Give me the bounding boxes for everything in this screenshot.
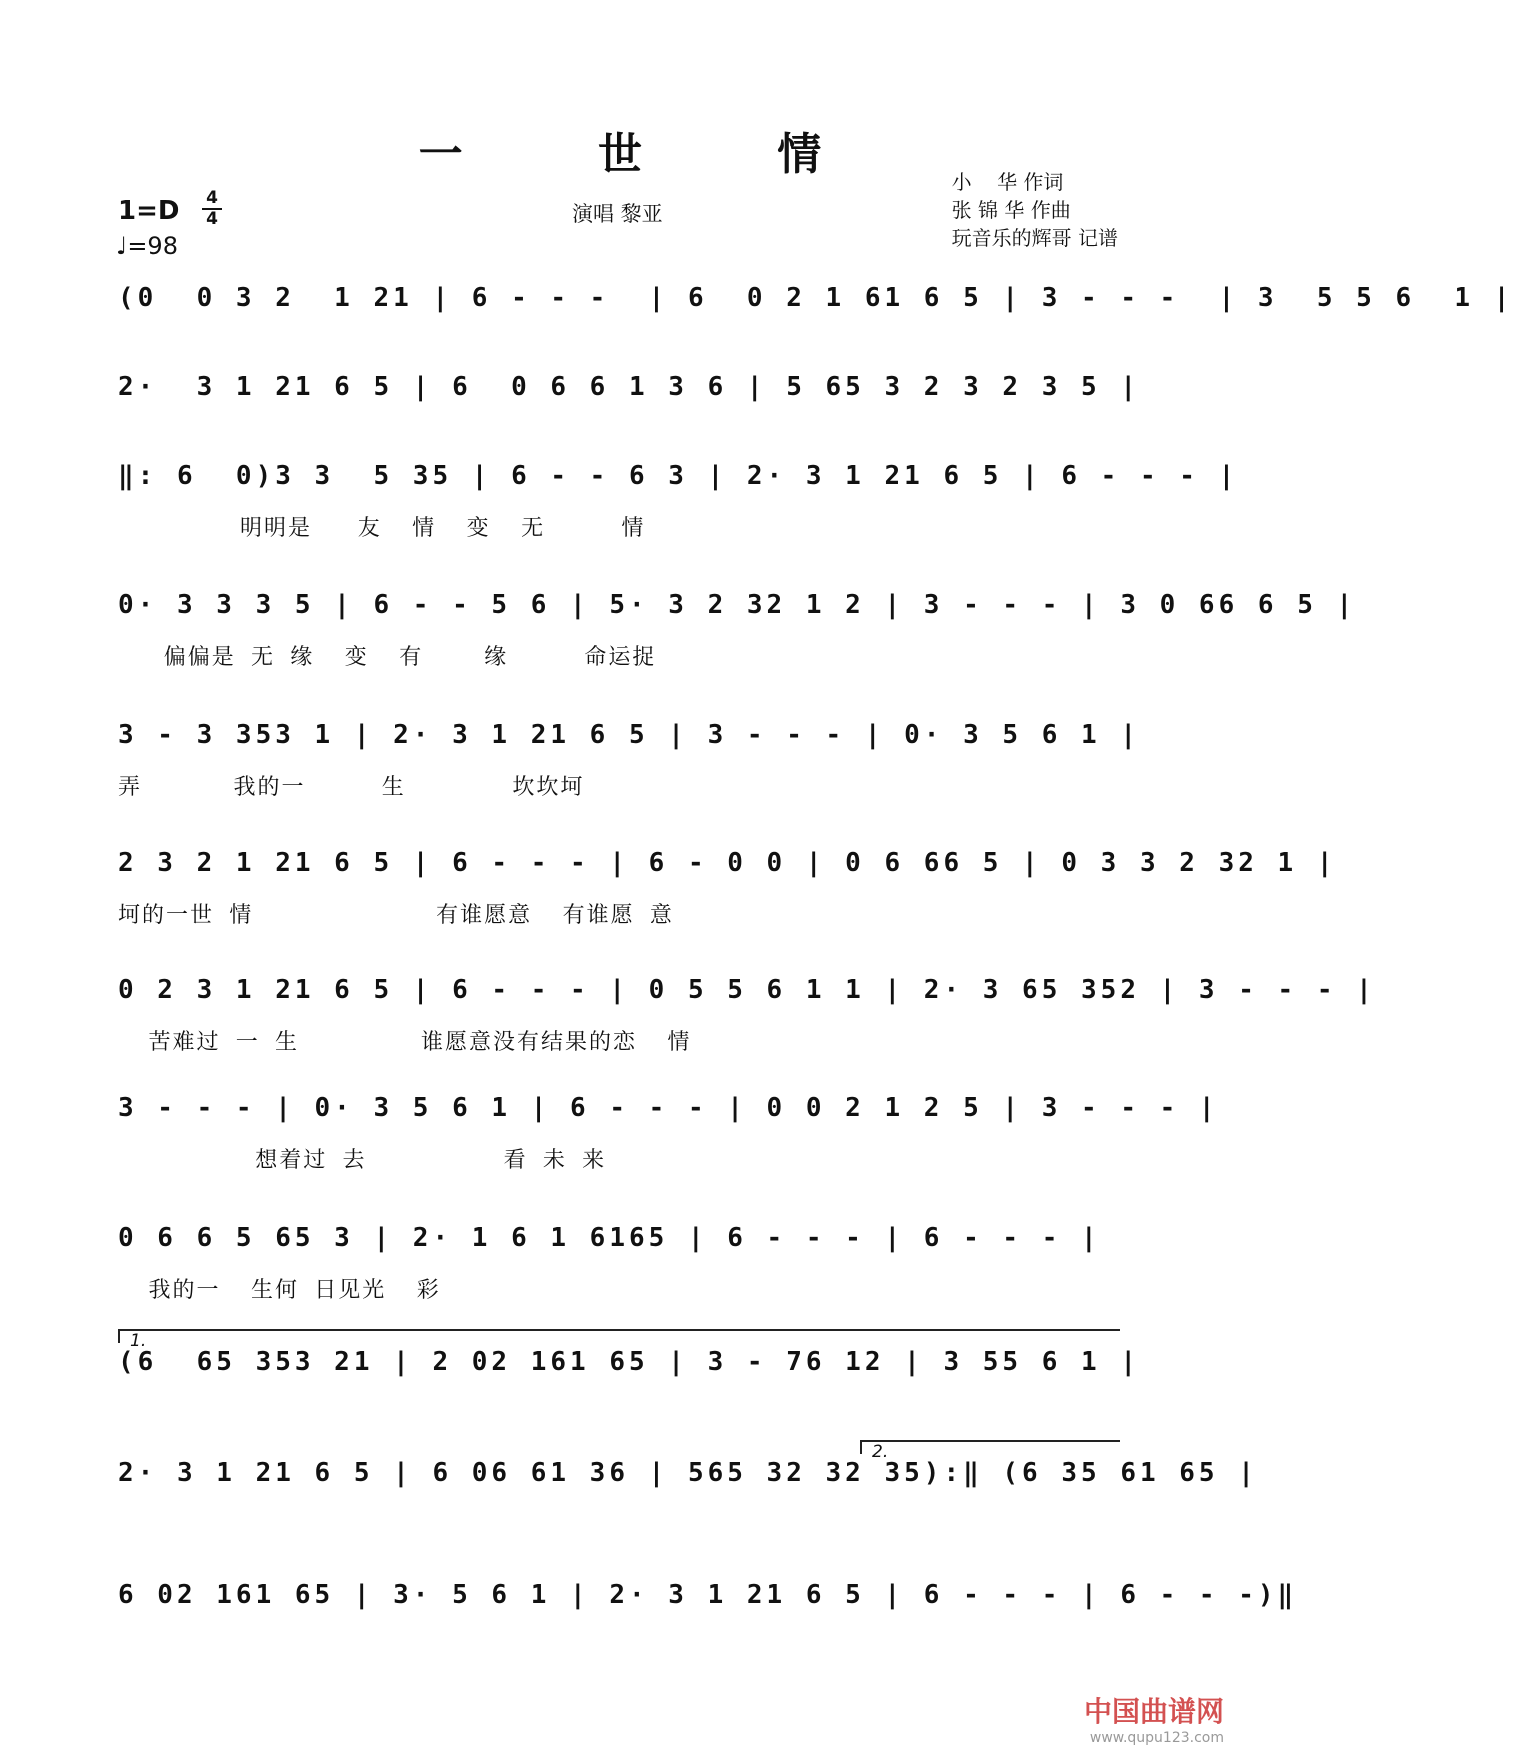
lyric-line: 我的一 生何 日见光 彩 [118, 1278, 441, 1303]
watermark-url: www.qupu123.com [1089, 1730, 1224, 1746]
time-signature-bottom: 4 [206, 209, 218, 229]
volta-bracket [118, 1329, 1120, 1331]
notation-line: 0 2 3 1 21 6 5 | 6 - - - | 0 5 5 6 1 1 | 2· 3 65 352 | 3 - - - | [118, 975, 1376, 1005]
volta-bracket-tick [118, 1329, 120, 1343]
notation-line: (6 65 353 21 | 2 02 161 65 | 3 - 76 12 | 3 55 6 1 | [118, 1347, 1140, 1377]
time-signature-top: 4 [206, 188, 218, 208]
transcriber-credit: 玩音乐的辉哥 记谱 [951, 226, 1118, 250]
page-title: 一 世 情 [418, 129, 882, 180]
notation-line: 0 6 6 5 65 3 | 2· 1 6 1 6165 | 6 - - - | 6 - - - | [118, 1223, 1101, 1253]
tempo-marking: ♩=98 [116, 232, 178, 260]
lyric-line: 弄 我的一 生 坎坎坷 [118, 775, 585, 800]
lyricist-credit: 小 华 作词 [951, 170, 1064, 194]
time-signature [202, 190, 222, 228]
watermark-brand: 中国曲谱网 [1083, 1695, 1224, 1728]
watermark-logo [1084, 1690, 1224, 1746]
key-signature: 1=D [118, 196, 180, 226]
volta-label: 2. [872, 1442, 889, 1462]
composer-credit: 张 锦 华 作曲 [951, 198, 1071, 222]
notation-line: 2 3 2 1 21 6 5 | 6 - - - | 6 - 0 0 | 0 6 66 5 | 0 3 3 2 32 1 | [118, 848, 1337, 878]
lyric-line: 坷的一世 情 有谁愿意 有谁愿 意 [118, 903, 674, 928]
notation-line: (0 0 3 2 1 21 | 6 - - - | 6 0 2 1 61 6 5 | 3 - - - | 3 5 5 6 1 | [118, 283, 1513, 313]
lyric-line: 偏偏是 无 缘 变 有 缘 命运捉 [118, 645, 657, 670]
notation-line: ‖: 6 0)3 3 5 35 | 6 - - 6 3 | 2· 3 1 21 6 5 | 6 - - - | [118, 461, 1239, 491]
notation-line: 0· 3 3 3 5 | 6 - - 5 6 | 5· 3 2 32 1 2 | 3 - - - | 3 0 66 6 5 | [118, 590, 1357, 620]
lyric-line: 想着过 去 看 未 来 [118, 1148, 607, 1173]
lyric-line: 苦难过 一 生 谁愿意没有结果的恋 情 [118, 1030, 692, 1055]
notation-line: 2· 3 1 21 6 5 | 6 06 61 36 | 565 32 32 35):‖ (6 35 61 65 | [118, 1458, 1258, 1488]
notation-line: 6 02 161 65 | 3· 5 6 1 | 2· 3 1 21 6 5 | 6 - - - | 6 - - -)‖ [118, 1580, 1298, 1610]
lyric-line: 明明是 友 情 变 无 情 [118, 516, 646, 541]
credits [952, 168, 1118, 252]
notation-line: 3 - - - | 0· 3 5 6 1 | 6 - - - | 0 0 2 1 2 5 | 3 - - - | [118, 1093, 1219, 1123]
singer-credit: 演唱 黎亚 [572, 202, 663, 226]
volta-bracket [860, 1440, 1120, 1442]
volta-bracket-tick [860, 1440, 862, 1454]
notation-line: 2· 3 1 21 6 5 | 6 0 6 6 1 3 6 | 5 65 3 2 3 2 3 5 | [118, 372, 1140, 402]
volta-label: 1. [130, 1331, 147, 1351]
notation-line: 3 - 3 353 1 | 2· 3 1 21 6 5 | 3 - - - | 0· 3 5 6 1 | [118, 720, 1140, 750]
